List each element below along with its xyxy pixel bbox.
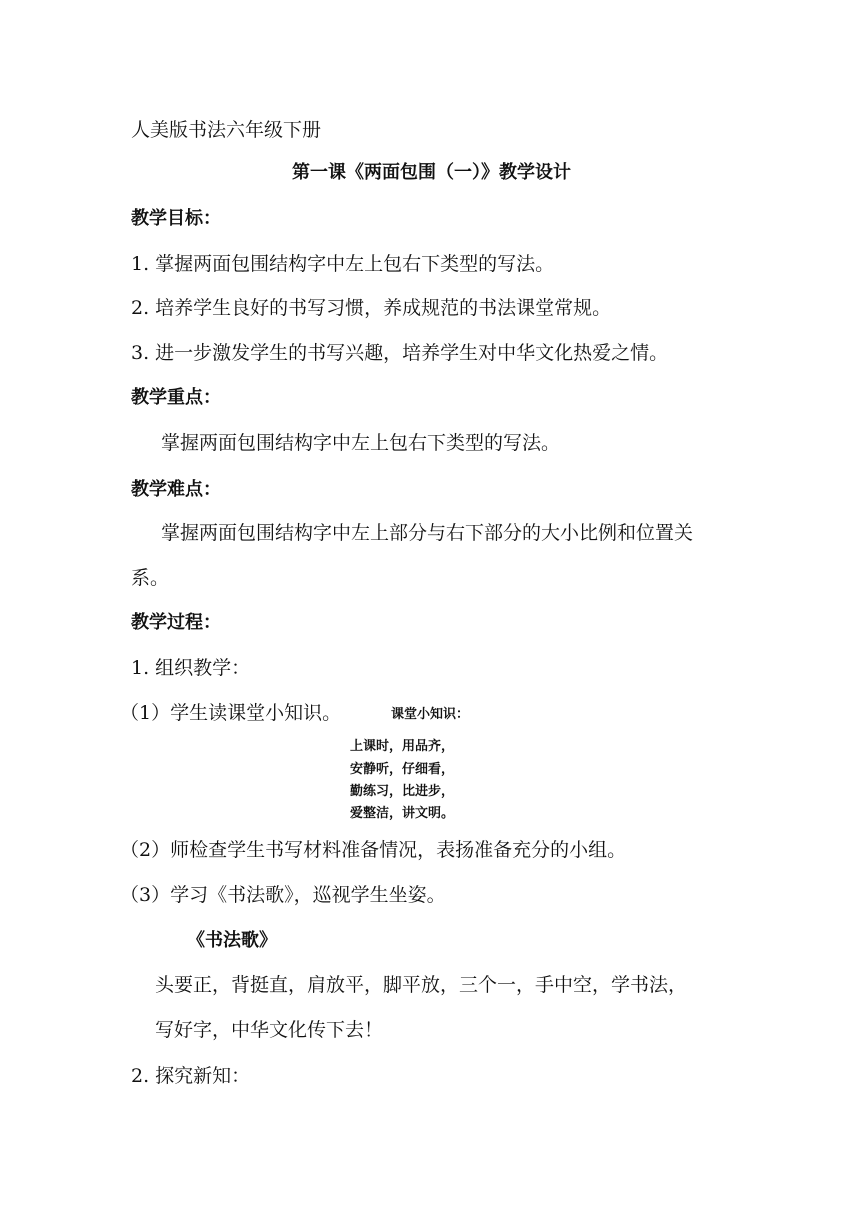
objectives-heading: 教学目标：: [131, 208, 221, 229]
page-title: 第一课《两面包围（一）》教学设计: [292, 162, 571, 183]
knowledge-box-title: 课堂小知识：: [391, 707, 470, 722]
key-point-heading: 教学重点：: [131, 387, 221, 408]
song-line-2: 写好字，中华文化传下去！: [155, 1019, 384, 1041]
knowledge-line: 勤练习，比进步，: [350, 784, 455, 799]
process-sub-1: （1）学生读课堂小知识。: [120, 702, 342, 724]
process-sub-3: （3）学习《书法歌》，巡视学生坐姿。: [120, 884, 446, 906]
knowledge-line: 爱整洁，讲文明。: [350, 806, 455, 821]
difficulty-text-line2: 系。: [131, 567, 170, 589]
key-point-text: 掌握两面包围结构字中左上包右下类型的写法。: [161, 432, 561, 454]
process-step-2: 2. 探究新知：: [131, 1065, 251, 1087]
song-line-1: 头要正，背挺直，肩放平，脚平放，三个一，手中空，学书法，: [155, 974, 688, 996]
objective-item: 3. 进一步激发学生的书写兴趣，培养学生对中华文化热爱之情。: [131, 342, 669, 364]
process-sub-2: （2）师检查学生书写材料准备情况，表扬准备充分的小组。: [120, 839, 627, 861]
knowledge-line: 上课时，用品齐，: [350, 739, 455, 754]
objective-item: 2. 培养学生良好的书写习惯，养成规范的书法课堂常规。: [131, 297, 612, 319]
difficulty-heading: 教学难点：: [131, 479, 221, 500]
process-step-1: 1. 组织教学：: [131, 657, 251, 679]
header-text: 人美版书法六年级下册: [131, 119, 322, 141]
knowledge-line: 安静听，仔细看，: [350, 762, 455, 777]
process-heading: 教学过程：: [131, 612, 221, 633]
song-title: 《书法歌》: [187, 930, 277, 951]
difficulty-text-line1: 掌握两面包围结构字中左上部分与右下部分的大小比例和位置关: [161, 522, 694, 544]
objective-item: 1. 掌握两面包围结构字中左上包右下类型的写法。: [131, 253, 555, 275]
